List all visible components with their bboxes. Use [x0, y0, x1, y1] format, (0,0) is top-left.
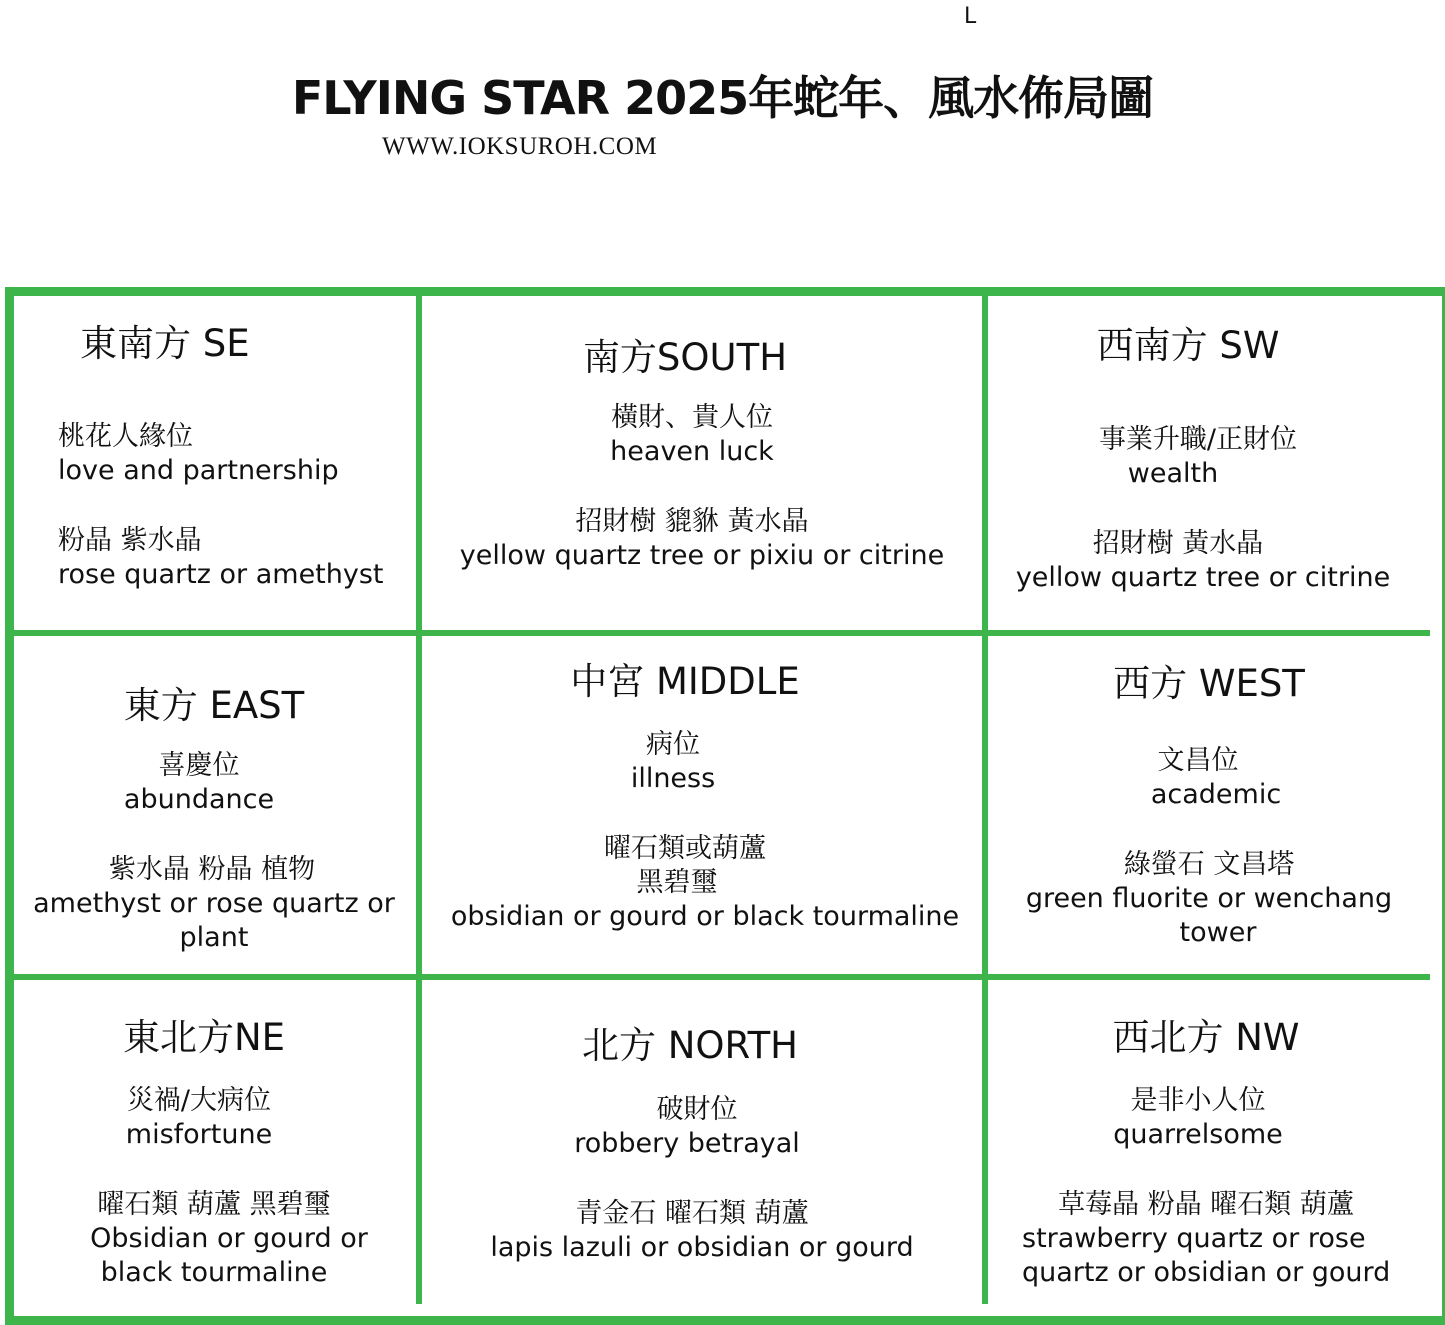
remedy-english: obsidian or gourd or black tourmaline: [450, 901, 960, 932]
remedy-chinese: 青金石 曜石類 葫蘆: [575, 1198, 809, 1229]
remedy-english-line-1: strawberry quartz or rose: [1022, 1223, 1366, 1254]
remedy-english-line-2: tower: [1179, 917, 1257, 948]
remedy-english-line-2: plant: [179, 922, 249, 953]
cell-east: [14, 636, 422, 980]
cell-heading: 東方 EAST: [123, 684, 305, 727]
remedy-english-line-1: amethyst or rose quartz or: [33, 888, 395, 919]
position-chinese: 災禍/大病位: [126, 1085, 272, 1116]
position-english: illness: [630, 763, 716, 794]
remedy-chinese: 招財樹 貔貅 黃水晶: [575, 506, 809, 537]
position-chinese: 喜慶位: [158, 750, 240, 781]
position-english: misfortune: [125, 1119, 273, 1150]
position-english: robbery betrayal: [574, 1128, 800, 1159]
remedy-english-line-1: green fluorite or wenchang: [1025, 883, 1393, 914]
cell-west: [988, 636, 1430, 980]
position-chinese: 事業升職/正財位: [1098, 424, 1298, 455]
position-english: love and partnership: [58, 455, 339, 486]
remedy-english: yellow quartz tree or pixiu or citrine: [459, 540, 945, 571]
cell-heading: 西方 WEST: [1113, 662, 1305, 705]
remedy-english-line-2: quartz or obsidian or gourd: [1022, 1257, 1391, 1288]
stray-letter-mark: L: [964, 4, 977, 29]
position-english: quarrelsome: [1113, 1119, 1283, 1150]
remedy-chinese: 綠螢石 文昌塔: [1123, 849, 1295, 880]
position-english: wealth: [1127, 458, 1219, 489]
position-chinese: 是非小人位: [1130, 1085, 1266, 1116]
remedy-chinese-line-1: 曜石類或葫蘆: [604, 833, 766, 864]
cell-heading: 中宮 MIDDLE: [570, 660, 800, 703]
position-english: academic: [1150, 779, 1282, 810]
cell-southeast: [14, 296, 422, 636]
cell-heading: 西北方 NW: [1112, 1016, 1300, 1059]
remedy-english: lapis lazuli or obsidian or gourd: [490, 1232, 914, 1263]
remedy-chinese: 紫水晶 粉晶 植物: [108, 854, 316, 885]
position-chinese: 病位: [646, 729, 700, 760]
cell-southwest: [988, 296, 1430, 636]
flying-star-grid: [5, 287, 1445, 1325]
cell-heading: 西南方 SW: [1096, 324, 1280, 367]
remedy-english: rose quartz or amethyst: [58, 559, 384, 590]
remedy-english-line-2: black tourmaline: [100, 1257, 328, 1288]
cell-northwest: [988, 980, 1430, 1304]
remedy-chinese: 曜石類 葫蘆 黑碧璽: [97, 1189, 331, 1220]
cell-heading: 南方SOUTH: [582, 336, 788, 379]
cell-northeast: [14, 980, 422, 1304]
position-chinese: 橫財、貴人位: [611, 402, 773, 433]
remedy-chinese: 粉晶 紫水晶: [58, 525, 202, 556]
remedy-chinese: 草莓晶 粉晶 曜石類 葫蘆: [1058, 1189, 1354, 1220]
cell-middle: [422, 636, 988, 980]
cell-heading: 北方 NORTH: [581, 1024, 798, 1067]
position-chinese: 桃花人緣位: [58, 421, 193, 452]
remedy-chinese: 招財樹 黃水晶: [1092, 528, 1264, 559]
page-title: FLYING STAR 2025年蛇年、風水佈局圖: [291, 71, 1154, 125]
position-chinese: 文昌位: [1157, 745, 1239, 776]
position-english: heaven luck: [610, 436, 774, 467]
cell-south: [422, 296, 988, 636]
cell-heading: 東南方 SE: [80, 322, 250, 365]
remedy-english: yellow quartz tree or citrine: [1015, 562, 1391, 593]
remedy-english-line-1: Obsidian or gourd or: [90, 1223, 368, 1254]
cell-heading: 東北方NE: [122, 1016, 286, 1059]
cell-north: [422, 980, 988, 1304]
position-chinese: 破財位: [656, 1094, 738, 1125]
website-url: WWW.IOKSUROH.COM: [382, 133, 658, 160]
remedy-chinese-line-2: 黑碧璽: [636, 867, 718, 898]
position-english: abundance: [123, 784, 275, 815]
